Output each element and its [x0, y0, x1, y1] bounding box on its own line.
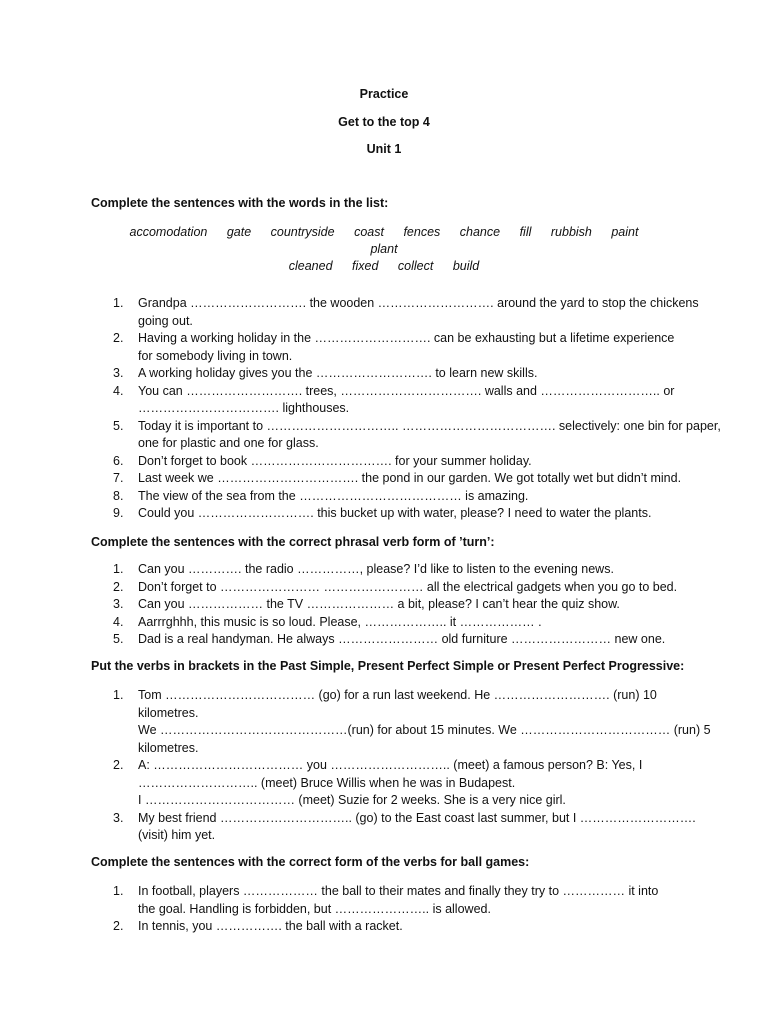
item-number: 5.: [113, 632, 124, 646]
item-text-line: ……………………….. (meet) Bruce Willis when he was in Budapest.: [138, 775, 516, 790]
item-number: 5.: [113, 418, 124, 433]
exercise-item: [0, 614, 683, 632]
exercise-item: [0, 295, 699, 330]
section-heading-phrasal-verbs: Complete the sentences with the correct phrasal verb form of ’turn’:: [91, 535, 495, 549]
section-heading-tenses: Put the verbs in brackets in the Past Simple, Present Perfect Simple or Present Perfect Progressive:: [91, 659, 685, 673]
word-list-item: coast: [354, 225, 384, 239]
word-list-item: collect: [397, 259, 434, 273]
word-list-item: fill: [519, 225, 532, 239]
word-list-item: cleaned: [288, 259, 333, 273]
item-text-line: A: ……………………………… you ……………………….. (meet) a famous person? B: Yes, I: [138, 758, 643, 772]
item-text-line: the goal. Handling is forbidden, but ………………….. is allowed.: [138, 901, 491, 916]
item-text-line: My best friend ………………………….. (go) to the East coast last summer, but I ……………………….: [138, 810, 696, 825]
word-list-item: build: [452, 259, 480, 273]
exercise-item: [0, 418, 721, 453]
exercise-item: [0, 687, 711, 757]
item-number: 9.: [113, 506, 124, 520]
item-number: 2.: [113, 919, 124, 933]
item-text-line: A working holiday gives you the ………………………. to learn new skills.: [138, 366, 538, 380]
item-text-line: Tom ……………………………… (go) for a run last weekend. He ………………………. (run) 10: [138, 688, 657, 702]
item-text-line: You can ………………………. trees, ……………………………. walls and ……………………….. or: [138, 383, 675, 398]
exercise-item: [0, 383, 683, 418]
item-number: 2.: [113, 579, 124, 594]
exercise-item: [0, 470, 683, 488]
item-number: 3.: [113, 810, 124, 825]
word-list: [100, 224, 668, 275]
item-text-line: Grandpa ………………………. the wooden ………………………. around the yard to stop the chickens: [138, 296, 699, 310]
exercise-item: [0, 330, 683, 365]
item-text-line: In tennis, you ……………. the ball with a racket.: [138, 919, 403, 933]
exercise-item: [0, 596, 683, 614]
word-list-item: gate: [226, 225, 252, 239]
exercise-item: [0, 918, 683, 936]
exercise-item: [0, 883, 683, 918]
item-text-line: Today it is important to ………………………….. ………………………………. selectively: one bin for paper,: [138, 418, 721, 433]
word-list-item: rubbish: [550, 225, 592, 239]
item-text-line: We ………………………………………(run) for about 15 minutes. We ……………………………… (run) 5: [138, 723, 711, 737]
item-text-line: In football, players ……………… the ball to their mates and finally they try to …………… it into: [138, 884, 659, 898]
item-text-line: ……………………………. lighthouses.: [138, 401, 350, 415]
section-heading-words: Complete the sentences with the words in the list:: [91, 196, 389, 210]
exercise-item: [0, 505, 683, 523]
item-number: 6.: [113, 453, 124, 468]
item-text-line: one for plastic and one for glass.: [138, 436, 319, 450]
exercise-item: [0, 365, 683, 383]
book-title: Get to the top 4: [338, 115, 430, 129]
item-number: 1.: [113, 688, 124, 702]
word-list-item: chance: [459, 225, 501, 239]
exercise-list-phrasal-verbs: [0, 561, 768, 649]
item-text-line: going out.: [138, 313, 193, 328]
item-text-line: I ……………………………… (meet) Suzie for 2 weeks. She is a very nice girl.: [138, 793, 566, 807]
item-text-line: The view of the sea from the ………………………………… is amazing.: [138, 488, 529, 503]
item-number: 2.: [113, 758, 124, 772]
item-text-line: Could you ………………………. this bucket up with water, please? I need to water the plants.: [138, 506, 652, 520]
word-list-item: accomodation: [129, 225, 208, 239]
exercise-item: [0, 488, 683, 506]
page-title: Practice: [359, 87, 409, 101]
exercise-item: [0, 810, 696, 845]
item-number: 3.: [113, 597, 124, 611]
exercise-item: [0, 757, 683, 810]
exercise-item: [0, 579, 683, 597]
item-text-line: Don’t forget to …………………… …………………… all the electrical gadgets when you go to bed.: [138, 579, 678, 594]
word-list-item: countryside: [270, 225, 335, 239]
item-text-line: Can you ……………… the TV ………………… a bit, please? I can’t hear the quiz show.: [138, 597, 620, 611]
exercise-list-words: [0, 295, 768, 523]
word-list-item: plant: [370, 242, 398, 256]
exercise-list-ball-games: [0, 883, 768, 936]
item-text-line: kilometres.: [138, 740, 199, 755]
item-number: 2.: [113, 331, 124, 345]
item-text-line: Can you …………. the radio ……………, please? I’d like to listen to the evening news.: [138, 562, 614, 576]
item-text-line: Dad is a real handyman. He always …………………… old furniture …………………… new one.: [138, 632, 666, 646]
item-text-line: Having a working holiday in the ………………………. can be exhausting but a lifetime experience: [138, 331, 675, 345]
item-text-line: kilometres.: [138, 705, 199, 720]
item-text-line: Last week we ……………………………. the pond in our garden. We got totally wet but didn’t mind.: [138, 471, 682, 485]
item-number: 7.: [113, 471, 124, 485]
item-number: 3.: [113, 366, 124, 380]
word-list-item: paint: [611, 225, 639, 239]
item-number: 8.: [113, 488, 124, 503]
unit-title: Unit 1: [366, 142, 402, 156]
word-list-item: fixed: [352, 259, 379, 273]
exercise-item: [0, 561, 683, 579]
item-text-line: for somebody living in town.: [138, 348, 293, 363]
item-text-line: Don’t forget to book ……………………………. for your summer holiday.: [138, 453, 532, 468]
item-text-line: Aarrrghhh, this music is so loud. Please, ……………….. it ……………… .: [138, 614, 542, 629]
item-number: 1.: [113, 884, 124, 898]
exercise-list-tenses: [0, 687, 768, 845]
exercise-item: [0, 631, 683, 649]
section-heading-ball-games: Complete the sentences with the correct form of the verbs for ball games:: [91, 855, 530, 869]
item-number: 1.: [113, 562, 124, 576]
item-number: 1.: [113, 296, 124, 310]
exercise-item: [0, 453, 683, 471]
item-text-line: (visit) him yet.: [138, 828, 216, 842]
item-number: 4.: [113, 383, 124, 398]
word-list-item: fences: [403, 225, 441, 239]
item-number: 4.: [113, 614, 124, 629]
